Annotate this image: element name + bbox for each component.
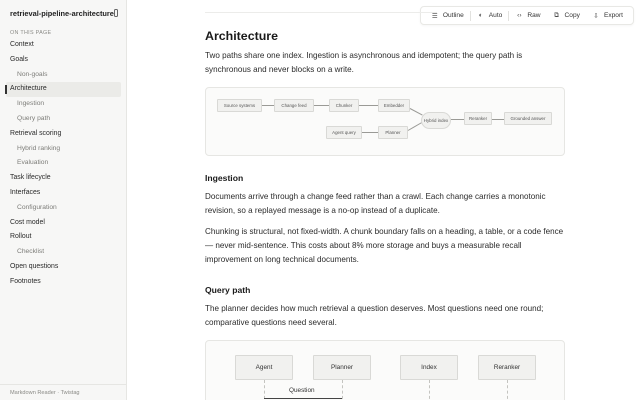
raw-button[interactable] — [509, 8, 546, 23]
edge — [492, 119, 504, 120]
node-change-feed: Change feed — [274, 99, 314, 112]
query-path-section — [205, 285, 567, 331]
ingestion-paragraph-1: Documents arrive through a change feed rather than a crawl. Each change carries a monotonic revision, so a replayed message is a no-op instead of a duplicate. — [205, 192, 546, 216]
code-icon: ‹› — [517, 12, 522, 19]
edge — [410, 108, 423, 115]
query-sequence-diagram — [205, 340, 565, 400]
intro-paragraph: Two paths share one index. Ingestion is asynchronous and idempotent; the query path is synchronous and never blocks on a write. — [205, 51, 523, 75]
node-embedder: Embedder — [378, 99, 410, 112]
toc-item-retrieval-scoring[interactable]: Retrieval scoring — [10, 129, 62, 137]
lifeline-planner — [342, 380, 343, 400]
toc-item-evaluation[interactable]: Evaluation — [17, 159, 49, 167]
actor-agent: Agent — [235, 355, 293, 380]
architecture-section — [205, 29, 567, 78]
ingestion-paragraph-2: Chunking is structural, not fixed-width. A chunk boundary falls on a heading, a table, or a code fence — never mid-sentence. This costs about 8% more storage and buys a measurable recall improvement on long technical documents. — [205, 226, 564, 265]
outline-button[interactable] — [425, 8, 470, 23]
outline-icon: ☰ — [431, 12, 438, 20]
edge — [408, 122, 422, 131]
copy-icon: ⧉ — [554, 11, 559, 19]
copy-button[interactable] — [547, 8, 586, 23]
toc-item-query-path[interactable]: Query path — [17, 114, 51, 122]
query-path-paragraph: The planner decides how much retrieval a question deserves. Most questions need one round; comparative questions need several. — [205, 304, 544, 328]
toc-item-configuration[interactable]: Configuration — [17, 203, 57, 211]
document-title: retrieval-pipeline-architecture — [10, 8, 114, 18]
document-toolbar — [420, 6, 634, 25]
raw-label: Raw — [527, 12, 541, 19]
toc-item-cost-model[interactable]: Cost model — [10, 218, 45, 226]
toc-item-rollout[interactable]: Rollout — [10, 233, 32, 241]
edge — [362, 132, 378, 133]
toc-item-task-lifecycle[interactable]: Task lifecycle — [10, 174, 51, 182]
section-heading-ingestion: Ingestion — [205, 173, 244, 183]
export-button[interactable] — [586, 8, 629, 23]
section-heading-architecture: Architecture — [205, 29, 278, 43]
export-icon: ⇩ — [593, 12, 599, 20]
edge — [359, 105, 378, 106]
lifeline-agent — [264, 380, 265, 400]
toc-item-context[interactable]: Context — [10, 41, 34, 48]
export-label: Export — [603, 12, 623, 19]
actor-index: Index — [400, 355, 458, 380]
toc-item-open-questions[interactable]: Open questions — [10, 262, 59, 270]
toc-section-label: ON THIS PAGE — [10, 30, 52, 36]
toc-item-non-goals[interactable]: Non-goals — [17, 70, 48, 78]
contrast-icon: ◐ — [478, 12, 483, 19]
node-hybrid-index: Hybrid index — [421, 112, 451, 129]
top-divider — [205, 12, 437, 13]
lifeline-index — [429, 380, 430, 400]
edge — [451, 119, 464, 120]
toc-item-architecture[interactable]: Architecture — [6, 82, 121, 97]
copy-label: Copy — [564, 12, 580, 19]
node-chunker: Chunker — [329, 99, 359, 112]
edge — [262, 105, 274, 106]
message-arrow-question — [264, 398, 342, 399]
toc-item-hybrid-ranking[interactable]: Hybrid ranking — [17, 144, 61, 152]
section-heading-query-path: Query path — [205, 285, 251, 295]
toc-item-ingestion[interactable]: Ingestion — [17, 100, 45, 108]
node-source-systems: Source systems — [217, 99, 262, 112]
sidebar — [0, 0, 127, 400]
message-label-question: Question — [289, 387, 315, 394]
node-grounded-answer: Grounded answer — [504, 112, 552, 125]
sidebar-footer: Markdown Reader · Twistag — [0, 384, 126, 400]
table-of-contents — [0, 38, 126, 290]
actor-reranker: Reranker — [478, 355, 536, 380]
toc-item-checklist[interactable]: Checklist — [17, 248, 45, 256]
toc-item-goals[interactable]: Goals — [10, 55, 29, 63]
outline-label: Outline — [442, 12, 464, 19]
toc-item-footnotes[interactable]: Footnotes — [10, 277, 41, 285]
sidebar-toggle-icon[interactable] — [114, 9, 118, 17]
node-planner: Planner — [378, 126, 408, 139]
ingestion-section — [205, 173, 567, 267]
architecture-flow-diagram — [205, 87, 565, 156]
node-agent-query: Agent query — [326, 126, 362, 139]
node-reranker: Reranker — [464, 112, 492, 125]
toc-item-interfaces[interactable]: Interfaces — [10, 188, 41, 196]
theme-auto-label: Auto — [488, 12, 503, 19]
edge — [314, 105, 329, 106]
lifeline-reranker — [507, 380, 508, 400]
theme-auto-button[interactable] — [471, 8, 509, 23]
actor-planner: Planner — [313, 355, 371, 380]
sidebar-header — [0, 0, 126, 26]
